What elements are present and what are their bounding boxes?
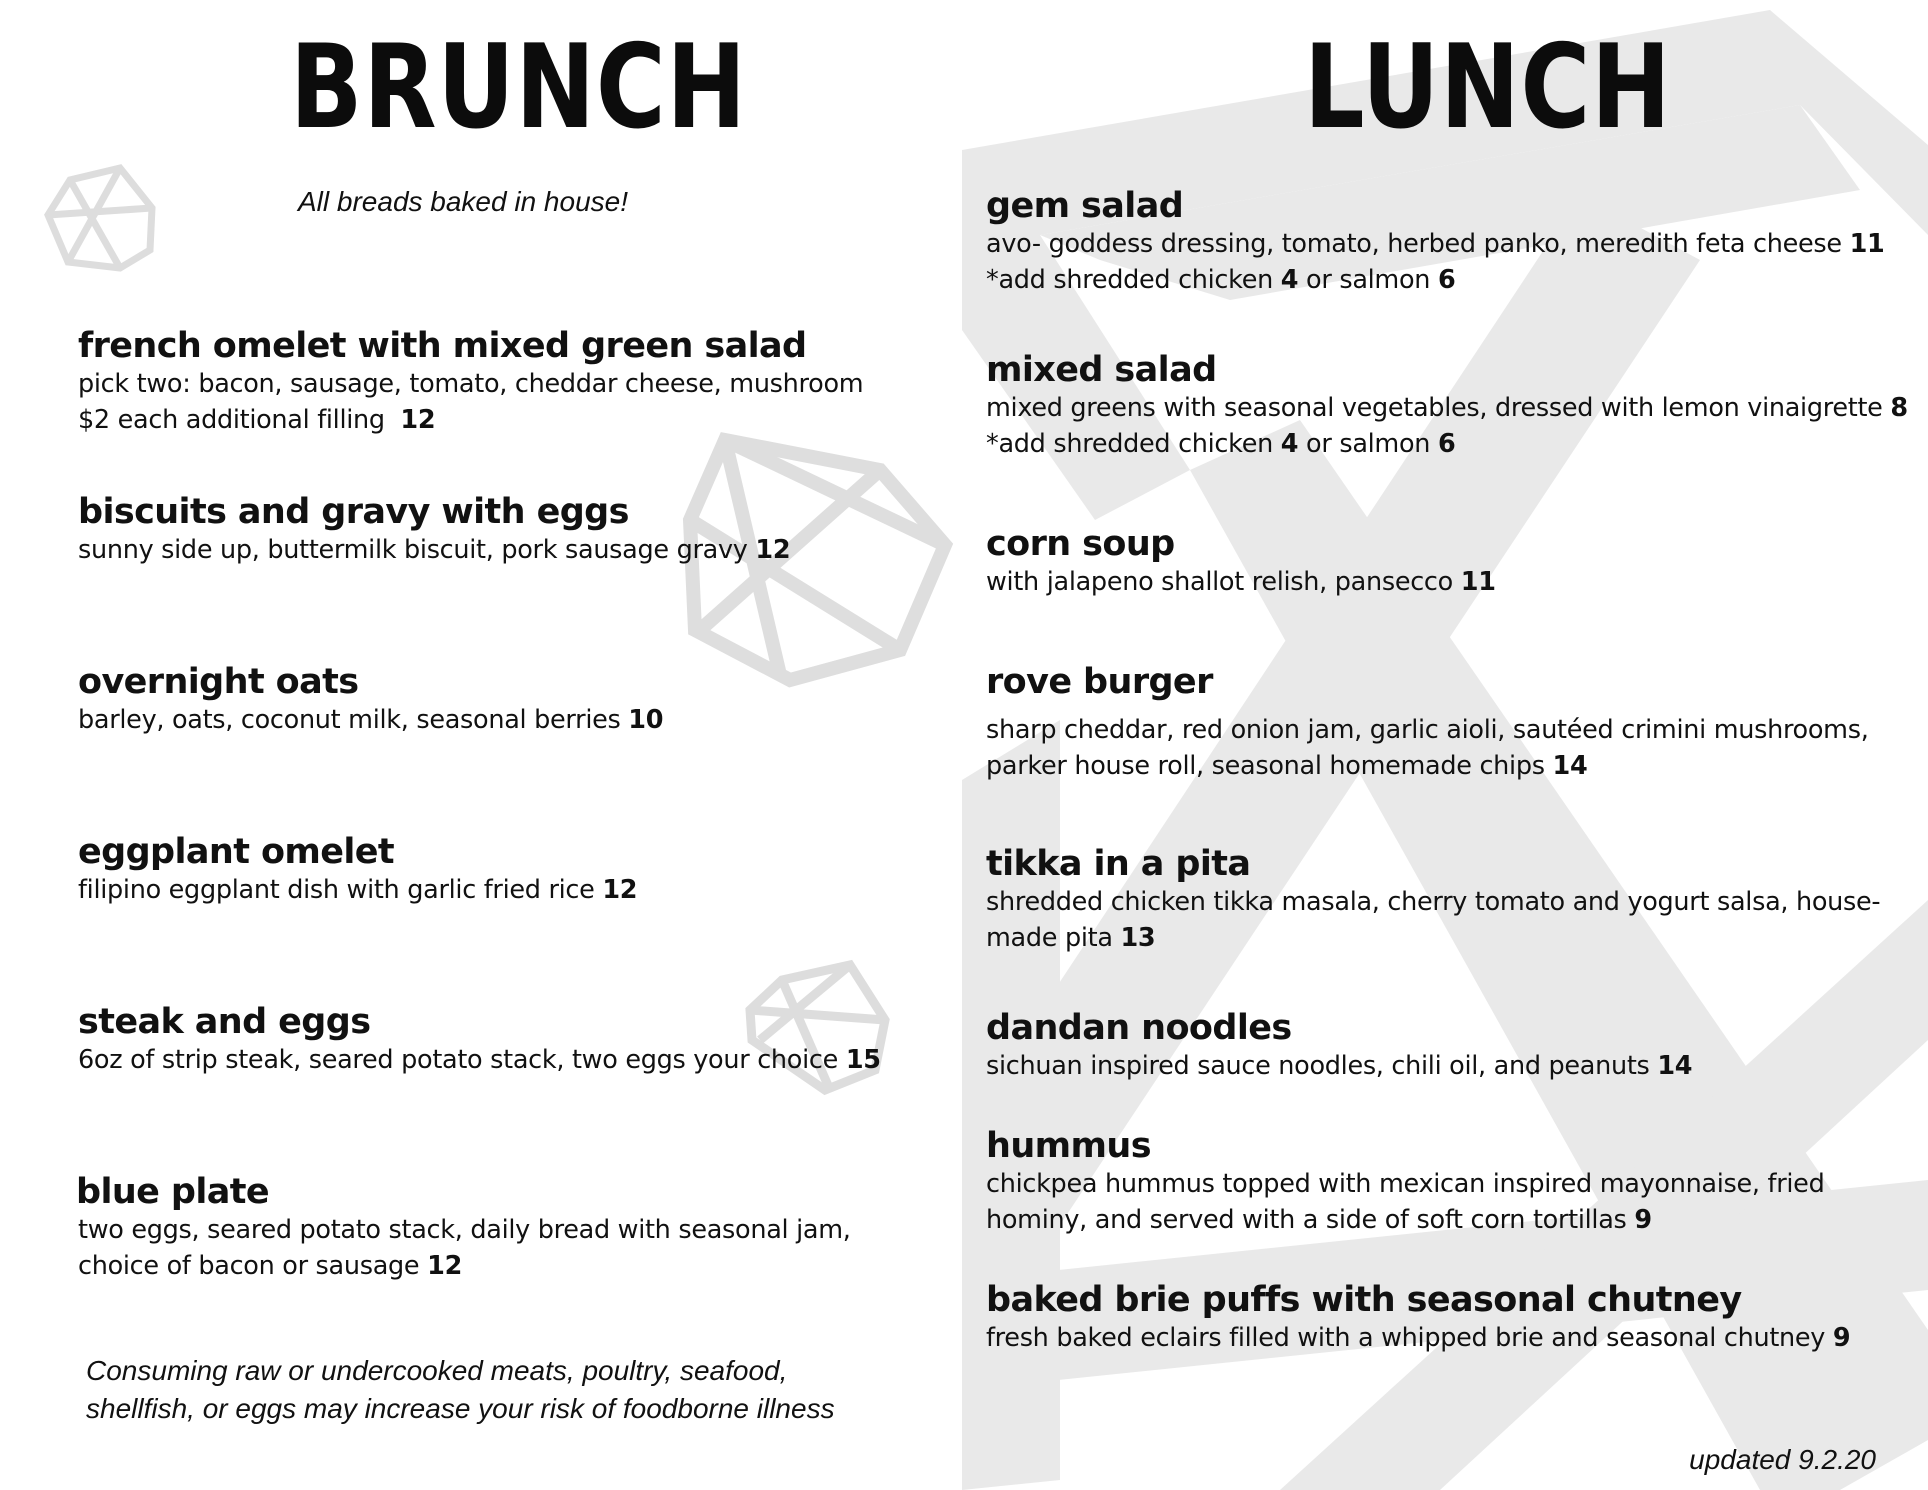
item-name: blue plate: [76, 1172, 270, 1212]
addon-price: 6: [1437, 429, 1456, 459]
item-name: overnight oats: [78, 662, 359, 702]
menu-item-tikka-pita: [986, 844, 1880, 956]
updated-date: updated 9.2.20: [1689, 1444, 1876, 1475]
addon-price: 6: [1437, 265, 1456, 295]
item-description: [986, 1320, 1850, 1356]
menu-item-blue-plate: [76, 1172, 851, 1284]
item-name: hummus: [986, 1126, 1151, 1166]
description-line: shredded chicken tikka masala, cherry tomato and yogurt salsa, house-: [986, 887, 1881, 917]
item-description: [986, 920, 1880, 956]
menu-item-dandan-noodles: [986, 1008, 1692, 1084]
item-name: rove burger: [986, 662, 1213, 702]
item-addon: [986, 262, 1884, 298]
item-description: [78, 532, 790, 568]
item-name: steak and eggs: [78, 1002, 371, 1042]
item-description: [986, 1166, 1824, 1202]
menu-item-steak-and-eggs: [78, 1002, 881, 1078]
disclaimer-line: Consuming raw or undercooked meats, poultry, seafood,: [86, 1355, 788, 1386]
item-description: [986, 564, 1496, 600]
description-line: with jalapeno shallot relish, pansecco: [986, 567, 1453, 597]
item-name: tikka in a pita: [986, 844, 1251, 884]
item-price: 9: [1832, 1323, 1851, 1353]
item-description: [986, 884, 1880, 920]
item-price: 15: [845, 1045, 881, 1075]
item-description: [76, 1248, 851, 1284]
item-addon: [986, 426, 1908, 462]
description-line: hominy, and served with a side of soft corn tortillas: [986, 1205, 1627, 1235]
item-name: mixed salad: [986, 350, 1217, 390]
hexagon-cube-icon: [48, 168, 152, 268]
item-description: [78, 702, 663, 738]
item-description: [78, 402, 863, 438]
item-name: eggplant omelet: [78, 832, 395, 872]
item-description: [76, 1212, 851, 1248]
addon-price: 4: [1280, 265, 1299, 295]
food-safety-disclaimer: [86, 1352, 835, 1428]
menu-item-overnight-oats: [78, 662, 663, 738]
item-price: 11: [1460, 567, 1496, 597]
menu-item-hummus: [986, 1126, 1824, 1238]
description-line: chickpea hummus topped with mexican inspired mayonnaise, fried: [986, 1169, 1825, 1199]
item-description: [986, 226, 1884, 262]
item-description: [78, 366, 863, 402]
item-description: [986, 1048, 1692, 1084]
description-line: $2 each additional filling: [78, 405, 385, 435]
brunch-tagline: All breads baked in house!: [298, 186, 628, 217]
description-line: two eggs, seared potato stack, daily bread with seasonal jam,: [78, 1215, 851, 1245]
addon-text: or salmon: [1298, 429, 1438, 459]
description-line: parker house roll, seasonal homemade chips: [986, 751, 1545, 781]
description-line: choice of bacon or sausage: [78, 1251, 420, 1281]
item-price: 12: [602, 875, 638, 905]
item-name: corn soup: [986, 524, 1175, 564]
description-line: filipino eggplant dish with garlic fried rice: [78, 875, 595, 905]
description-line: 6oz of strip steak, seared potato stack, two eggs your choice: [78, 1045, 838, 1075]
menu-item-brie-puffs: [986, 1280, 1850, 1356]
item-price: 14: [1552, 751, 1588, 781]
description-line: fresh baked eclairs filled with a whipped brie and seasonal chutney: [986, 1323, 1826, 1353]
item-name: dandan noodles: [986, 1008, 1292, 1048]
description-line: mixed greens with seasonal vegetables, dressed with lemon vinaigrette: [986, 393, 1883, 423]
lunch-title: LUNCH: [1304, 20, 1672, 155]
item-price: 8: [1890, 393, 1908, 423]
item-description: [986, 712, 1869, 748]
description-line: sharp cheddar, red onion jam, garlic aioli, sautéed crimini mushrooms,: [986, 715, 1869, 745]
menu-item-rove-burger: [986, 662, 1869, 784]
item-price: 10: [628, 705, 664, 735]
description-line: barley, oats, coconut milk, seasonal berries: [78, 705, 621, 735]
description-line: sunny side up, buttermilk biscuit, pork sausage gravy: [78, 535, 748, 565]
brunch-title: BRUNCH: [290, 20, 747, 155]
menu-item-gem-salad: [986, 186, 1884, 298]
item-description: [78, 872, 637, 908]
addon-text: *add shredded chicken: [986, 265, 1281, 295]
item-price: 14: [1657, 1051, 1693, 1081]
item-description: [78, 1042, 881, 1078]
menu-item-french-omelet: [78, 326, 863, 438]
disclaimer-line: shellfish, or eggs may increase your risk of foodborne illness: [86, 1393, 835, 1424]
description-line: made pita: [986, 923, 1113, 953]
menu-item-biscuits-gravy: [78, 492, 790, 568]
description-line: sichuan inspired sauce noodles, chili oil, and peanuts: [986, 1051, 1650, 1081]
menu-item-mixed-salad: [986, 350, 1908, 462]
menu-item-corn-soup: [986, 524, 1496, 600]
item-name: french omelet with mixed green salad: [78, 326, 807, 366]
addon-text: *add shredded chicken: [986, 429, 1281, 459]
item-price: 11: [1849, 229, 1885, 259]
menu-item-eggplant-omelet: [78, 832, 637, 908]
item-price: 13: [1120, 923, 1156, 953]
item-price: 12: [400, 405, 436, 435]
addon-text: or salmon: [1298, 265, 1438, 295]
item-description: [986, 1202, 1824, 1238]
addon-price: 4: [1280, 429, 1299, 459]
item-price: 9: [1634, 1205, 1652, 1235]
item-name: gem salad: [986, 186, 1184, 226]
item-price: 12: [755, 535, 791, 565]
item-name: baked brie puffs with seasonal chutney: [986, 1280, 1742, 1320]
item-price: 12: [427, 1251, 463, 1281]
item-description: [986, 390, 1908, 426]
description-line: avo- goddess dressing, tomato, herbed panko, meredith feta cheese: [986, 229, 1842, 259]
description-line: pick two: bacon, sausage, tomato, cheddar cheese, mushroom: [78, 369, 864, 399]
item-description: [986, 748, 1869, 784]
item-name: biscuits and gravy with eggs: [78, 492, 629, 532]
